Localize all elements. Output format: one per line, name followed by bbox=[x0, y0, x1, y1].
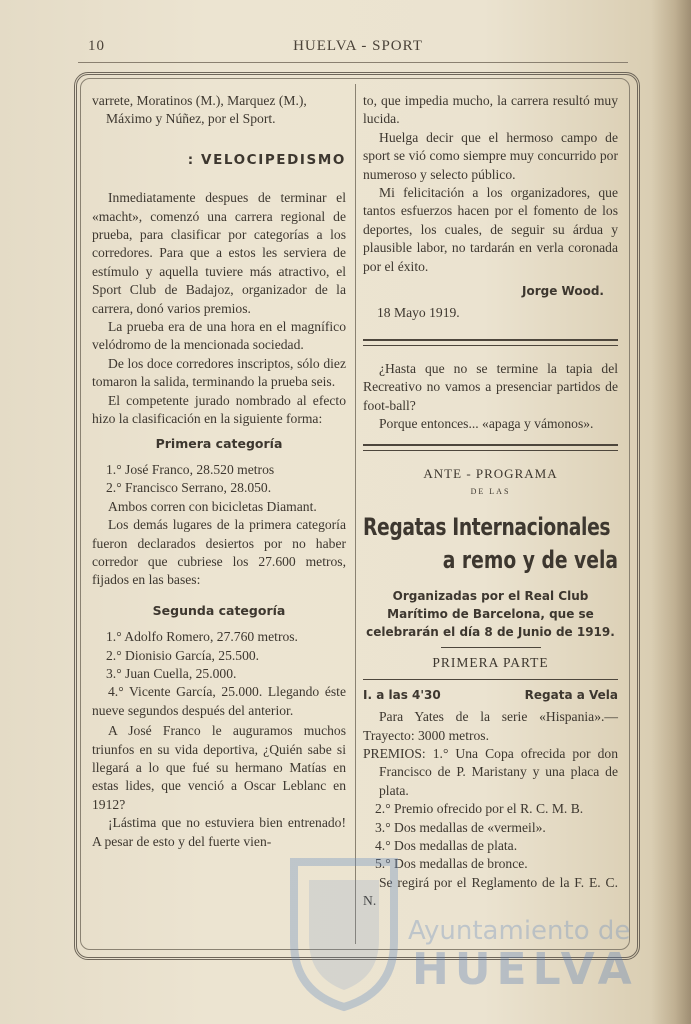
paragraph: Ambos corren con bicicletas Diamant. bbox=[108, 498, 317, 514]
paragraph: Inmediatamente despues de terminar el «macht», comenzó una carrera regional de prueba, para clasificar por categorías a los corredores. Para que a estos les serviera de estímulo y aquella tuviere más atractivo, el Sport Club de Badajoz, organizador de la carrera, donó varios premios. bbox=[92, 190, 346, 316]
paragraph: Mi felicitación a los organizadores, que tantos esfuerzos hacen por el fomento de los deportes, los cuales, de seguir su árdua y plausible labor, no tardarán en verla coronada por el éxito. bbox=[363, 185, 618, 274]
result-item: 1.° José Franco, 28.520 metros bbox=[106, 461, 275, 477]
race-row bbox=[363, 686, 618, 704]
result-item: 1.° Adolfo Romero, 27.760 metros. bbox=[106, 629, 298, 645]
note: ¿Hasta que no se termine la tapia del Recreativo no vamos a presenciar partidos de foot-ball? bbox=[363, 360, 618, 413]
race-name: Regata a Vela bbox=[524, 687, 618, 702]
section-heading: : VELOCIPEDISMO bbox=[187, 151, 346, 168]
column-divider bbox=[355, 84, 356, 944]
article-date: 18 Mayo 1919. bbox=[377, 305, 460, 321]
paragraph: Huelga decir que el hermoso campo de sport se vió como siempre muy concurrido por numeroso y selecto público. bbox=[363, 129, 618, 182]
result-item: 2.° Dionisio García, 25.500. bbox=[106, 647, 260, 663]
header-rule bbox=[78, 62, 628, 63]
part-heading: PRIMERA PARTE bbox=[432, 655, 549, 671]
paragraph: A José Franco le auguramos muchos triunfos en su vida deportiva, ¿Quién sabe si llegará a lo que fué su hermano Matías en estas lides, que venció a Oscar Leblanc en 1912? bbox=[92, 723, 346, 812]
prize-item: 4.° Dos medallas de plata. bbox=[375, 837, 518, 853]
category-heading: Primera categoría bbox=[155, 435, 283, 451]
regatas-subtitle: a remo y de vela bbox=[442, 546, 618, 575]
intro-line: Máximo y Núñez, por el Sport. bbox=[106, 111, 276, 127]
prize-item: 5.° Dos medallas de bronce. bbox=[375, 856, 528, 872]
journal-title: HUELVA - SPORT bbox=[293, 38, 423, 54]
note: Porque entonces... «apaga y vámonos». bbox=[379, 416, 594, 432]
regatas-title: Regatas Internacionales bbox=[363, 513, 611, 542]
prize-item: 2.° Premio ofrecido por el R. C. M. B. bbox=[375, 801, 584, 817]
regulation-note: Se regirá por el Reglamento de la F. E. C. N. bbox=[363, 874, 618, 909]
watermark-line2: HUELVA bbox=[412, 944, 638, 995]
organizer-note: Organizadas por el Real Club Marítimo de Barcelona, que se celebrarán el día 8 de Junio de 1919. bbox=[366, 589, 615, 640]
section-rule bbox=[363, 339, 618, 346]
right-column bbox=[363, 92, 618, 911]
running-header bbox=[88, 38, 628, 60]
race-time: I. a las 4'30 bbox=[363, 687, 441, 702]
paragraph: El competente jurado nombrado al efecto hizo la clasificación en la siguiente forma: bbox=[92, 392, 346, 427]
short-rule bbox=[441, 647, 541, 648]
paragraph: ¡Lástima que no estuviera bien entrenado! A pesar de esto y del fuerte vien- bbox=[92, 815, 346, 849]
author-signature: Jorge Wood. bbox=[522, 284, 604, 299]
result-item: 2.° Francisco Serrano, 28.050. bbox=[106, 480, 272, 496]
ante-programa-heading: ANTE - PROGRAMA bbox=[423, 465, 558, 481]
race-description: Para Yates de la serie «Hispania».— Trayecto: 3000 metros. bbox=[363, 709, 618, 743]
result-item: 4.° Vicente García, 25.000. Llegando éste nueve segundos después del anterior. bbox=[92, 684, 346, 718]
left-column bbox=[92, 92, 346, 851]
paragraph: to, que impedia mucho, la carrera resultó muy lucida. bbox=[363, 93, 618, 127]
book-spine-shadow bbox=[651, 0, 691, 1024]
section-rule bbox=[363, 444, 618, 451]
de-las-label: DE LAS bbox=[470, 486, 511, 496]
paragraph: Los demás lugares de la primera categoría fueron declarados desiertos por no haber corredor que cubriese los 27.600 metros, fijados en las bases: bbox=[92, 517, 346, 588]
thin-rule bbox=[363, 679, 618, 680]
intro-line: varrete, Moratinos (M.), Marquez (M.), bbox=[92, 93, 307, 108]
paragraph: De los doce corredores inscriptos, sólo diez tomaron la salida, terminando la prueba seis. bbox=[92, 355, 346, 390]
watermark-line1: Ayuntamiento de bbox=[408, 916, 631, 946]
result-item: 3.° Juan Cuella, 25.000. bbox=[106, 665, 237, 681]
page-number: 10 bbox=[88, 38, 105, 54]
paragraph: La prueba era de una hora en el magnífico velódromo de la mencionada sociedad. bbox=[92, 319, 346, 353]
prizes-line: PREMIOS: 1.° Una Copa ofrecida por don Francisco de P. Maristany y una placa de plata. bbox=[363, 745, 618, 798]
prize-item: 3.° Dos medallas de «vermeil». bbox=[375, 819, 546, 835]
category-heading: Segunda categoría bbox=[152, 602, 286, 618]
